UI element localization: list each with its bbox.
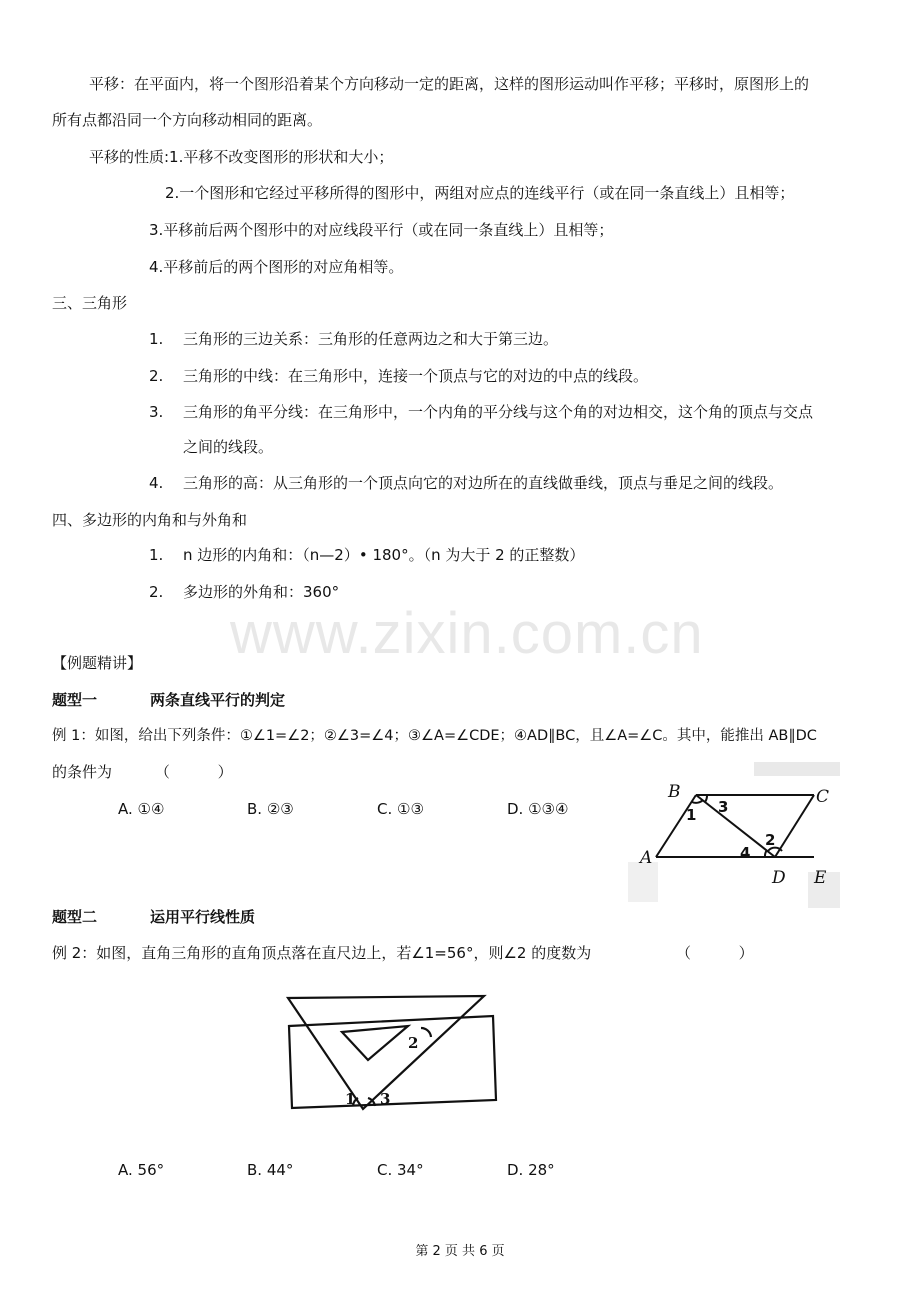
watermark: www.zixin.com.cn	[230, 601, 704, 666]
example2-option-c: C. 34°	[377, 1161, 424, 1179]
property-2: 2.一个图形和它经过平移所得的图形中，两组对应点的连线平行（或在同一条直线上）且相等；	[165, 184, 795, 202]
label-a: A	[640, 848, 653, 868]
examples-section-title: 【例题精讲】	[52, 654, 143, 672]
figure-parallelogram	[628, 762, 840, 908]
item-text: n 边形的内角和：（n—2）• 180°。（n 为大于 2 的正整数）	[183, 546, 585, 564]
triangle-item-1	[149, 329, 558, 349]
label-d: D	[772, 868, 786, 888]
angle-1-label: 1	[345, 1090, 356, 1108]
triangle-item-3-continued: 之间的线段。	[183, 438, 274, 456]
item-number: 2.	[149, 583, 164, 601]
example1-line-2: 的条件为 （ ）	[52, 763, 233, 781]
label-c: C	[816, 787, 830, 807]
label-b: B	[668, 782, 681, 802]
type1-title: 两条直线平行的判定	[150, 691, 286, 709]
example2-option-a: A. 56°	[118, 1161, 165, 1179]
example1-line-1: 例 1：如图，给出下列条件：①∠1=∠2；②∠3=∠4；③∠A=∠CDE；④AD∥BC，且∠A=∠C。其中，能推出 AB∥DC	[52, 728, 817, 744]
example1-option-a: A. ①④	[118, 800, 165, 818]
property-3: 3.平移前后两个图形中的对应线段平行（或在同一条直线上）且相等；	[149, 221, 614, 239]
type1-label: 题型一	[52, 691, 98, 709]
polygon-item-2	[149, 582, 339, 602]
example2-bracket: （ ）	[676, 944, 754, 962]
item-text: 三角形的角平分线：在三角形中，一个内角的平分线与这个角的对边相交，这个角的顶点与交点	[183, 403, 814, 421]
item-text: 三角形的中线：在三角形中，连接一个顶点与它的对边的中点的线段。	[183, 367, 649, 385]
angle-2-label: 2	[408, 1034, 419, 1052]
angle-2-arc	[421, 1028, 431, 1037]
set-square-inner	[342, 1026, 408, 1060]
item-text: 三角形的高：从三角形的一个顶点向它的对边所在的直线做垂线，顶点与垂足之间的线段。	[183, 474, 784, 492]
figure-ruler-triangle	[280, 988, 502, 1112]
item-number: 2.	[149, 367, 164, 385]
page-footer: 第 2 页 共 6 页	[415, 1244, 505, 1259]
item-number: 4.	[149, 474, 164, 492]
triangle-item-2	[149, 366, 648, 386]
item-number: 1.	[149, 546, 164, 564]
type2-label: 题型二	[52, 908, 98, 926]
polygon-heading: 四、多边形的内角和与外角和	[52, 511, 248, 529]
triangle-item-3	[149, 402, 813, 422]
definition-line-1: 平移：在平面内，将一个图形沿着某个方向移动一定的距离，这样的图形运动叫作平移；平移时，原图形上的	[89, 75, 810, 93]
label-e: E	[814, 868, 827, 888]
item-text: 多边形的外角和：360°	[183, 583, 340, 601]
item-number: 3.	[149, 403, 164, 421]
property-4: 4.平移前后的两个图形的对应角相等。	[149, 258, 404, 276]
example2-line-1: 例 2：如图，直角三角形的直角顶点落在直尺边上，若∠1=56°，则∠2 的度数为	[52, 944, 592, 962]
item-number: 1.	[149, 330, 164, 348]
properties-title: 平移的性质:1.平移不改变图形的形状和大小；	[89, 148, 394, 166]
triangle-heading: 三、三角形	[52, 294, 128, 312]
angle-3-label: 3	[380, 1090, 391, 1108]
example1-option-c: C. ①③	[377, 800, 424, 818]
example2-option-b: B. 44°	[247, 1161, 294, 1179]
polygon-item-1	[149, 545, 584, 565]
angle-4-label: 4	[740, 844, 751, 862]
example2-option-d: D. 28°	[507, 1161, 555, 1179]
example1-option-b: B. ②③	[247, 800, 294, 818]
angle-3-label: 3	[718, 798, 729, 816]
ruler	[289, 1016, 496, 1108]
type2-title: 运用平行线性质	[150, 908, 256, 926]
triangle-item-4	[149, 473, 783, 493]
angle-1-label: 1	[686, 806, 697, 824]
item-text: 三角形的三边关系：三角形的任意两边之和大于第三边。	[183, 330, 559, 348]
definition-line-2: 所有点都沿同一个方向移动相同的距离。	[52, 111, 323, 129]
angle-2-label: 2	[765, 831, 776, 849]
example1-option-d: D. ①③④	[507, 800, 569, 818]
